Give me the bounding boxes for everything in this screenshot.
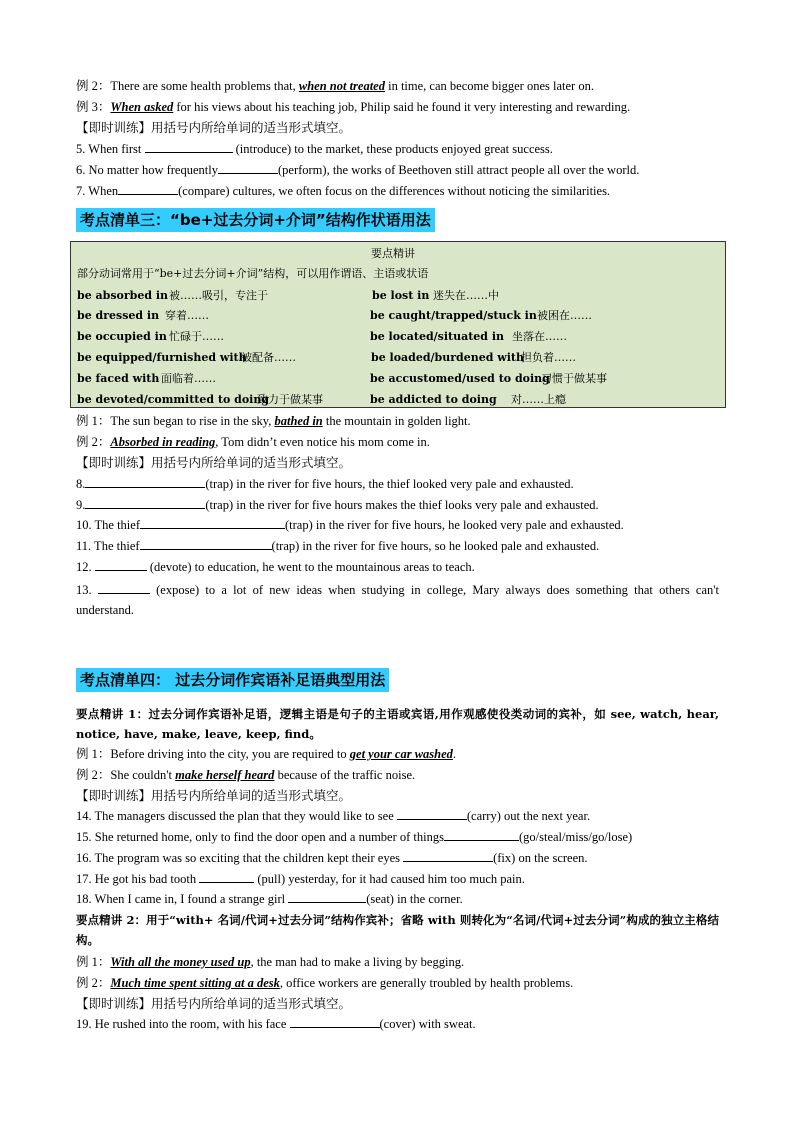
exercise-item: 5. When first (introduce) to the market, these products enjoyed great success. — [76, 142, 553, 156]
example-line: 例 2：Absorbed in reading, Tom didn’t even notice his mom come in. — [76, 435, 430, 449]
exercise-item: 7. When (compare) cultures, we often focus on the differences without noticing the similarities. — [76, 184, 611, 198]
example-line: 例 2：She couldn't make herself heard because of the traffic noise. — [76, 768, 416, 782]
answer-blank[interactable] — [118, 183, 178, 195]
exercise-item: 8. (trap) in the river for five hours, the thief looked very pale and exhausted. — [76, 477, 574, 491]
example-line: 例 2：There are some health problems that, when not treated in time, can become bigger ones later on. — [76, 79, 594, 93]
exercise-item: 17. He got his bad tooth (pull) yesterday, for it had caused him too much pain. — [76, 872, 525, 886]
phrase-zh: 被困在…… — [537, 309, 592, 322]
box-intro: 部分动词常用于“be+过去分词+介词”结构，可以用作谓语、主语或状语 — [77, 267, 429, 280]
phrase-zh: 迷失在……中 — [433, 289, 499, 302]
phrase-en: be accustomed/used to doing — [370, 372, 550, 385]
phrase-zh: 致力于做某事 — [257, 393, 323, 406]
phrase-zh: 被……吸引，专注于 — [169, 289, 268, 302]
example-line: 例 1：With all the money used up, the man had to make a living by begging. — [76, 955, 465, 969]
phrase-en: be occupied in — [77, 330, 167, 343]
answer-blank[interactable] — [288, 891, 366, 903]
phrase-en: be loaded/burdened with — [371, 351, 524, 364]
phrase-zh: 忙碌于…… — [169, 330, 224, 343]
phrase-zh: 担负着…… — [521, 351, 576, 364]
exercise-item: 19. He rushed into the room, with his face (cover) with sweat. — [76, 1017, 476, 1031]
phrase-zh: 穿着…… — [165, 309, 209, 322]
key-point-2: 要点精讲 2：用于“with+ 名词/代词+过去分词”结构作宾补；省略 with 则转化为“名词/代词+过去分词”构成的独立主格结构。 — [76, 913, 719, 947]
section-heading-3: 考点清单三：“be+过去分词+介词”结构作状语用法 — [76, 208, 435, 232]
phrase-en: be faced with — [77, 372, 160, 385]
phrase-en: be devoted/committed to doing — [77, 393, 270, 406]
key-points-box — [70, 241, 726, 408]
answer-blank[interactable] — [145, 141, 233, 153]
phrase-en: be addicted to doing — [370, 393, 497, 406]
phrase-zh: 面临着…… — [161, 372, 216, 385]
training-label: 【即时训练】用括号内所给单词的适当形式填空。 — [76, 789, 352, 803]
exercise-item: 15. She returned home, only to find the door open and a number of things (go/steal/miss/go/lose) — [76, 830, 633, 844]
phrase-zh: 被配备…… — [241, 351, 296, 364]
training-label: 【即时训练】用括号内所给单词的适当形式填空。 — [76, 456, 352, 470]
phrase-zh: 对……上瘾 — [511, 393, 566, 406]
answer-blank[interactable] — [140, 517, 285, 529]
phrase-zh: 坐落在…… — [512, 330, 567, 343]
exercise-item: 11. The thief (trap) in the river for five hours, so he looked pale and exhausted. — [76, 539, 600, 553]
phrase-en: be dressed in — [77, 309, 160, 322]
example-line: 例 1：Before driving into the city, you are required to get your car washed. — [76, 747, 457, 761]
phrase-en: be lost in — [372, 289, 430, 302]
training-label: 【即时训练】用括号内所给单词的适当形式填空。 — [76, 997, 352, 1011]
box-title: 要点精讲 — [371, 247, 415, 260]
exercise-item: 6. No matter how frequently (perform), the works of Beethoven still attract people all over the world. — [76, 163, 640, 177]
answer-blank[interactable] — [95, 559, 147, 571]
training-label: 【即时训练】用括号内所给单词的适当形式填空。 — [76, 121, 352, 135]
answer-blank[interactable] — [397, 808, 467, 820]
phrase-en: be absorbed in — [77, 289, 169, 302]
answer-blank[interactable] — [85, 476, 205, 488]
exercise-item: 12. (devote) to education, he went to the mountainous areas to teach. — [76, 560, 475, 574]
section-heading-4: 考点清单四： 过去分词作宾语补足语典型用法 — [76, 668, 389, 692]
exercise-item: 9. (trap) in the river for five hours makes the thief looks very pale and exhausted. — [76, 498, 599, 512]
answer-blank[interactable] — [199, 871, 254, 883]
answer-blank[interactable] — [290, 1016, 380, 1028]
exercise-item: 18. When I came in, I found a strange girl (seat) in the corner. — [76, 892, 463, 906]
example-line: 例 1：The sun began to rise in the sky, bathed in the mountain in golden light. — [76, 414, 471, 428]
example-line: 例 2：Much time spent sitting at a desk, office workers are generally troubled by health problems. — [76, 976, 574, 990]
key-point-1: 要点精讲 1：过去分词作宾语补足语，逻辑主语是句子的主语或宾语,用作观感使役类动词的宾补，如 see, watch, hear, notice, have, make, leave, keep, find。 — [76, 707, 719, 741]
phrase-zh: 习惯于做某事 — [541, 372, 607, 385]
answer-blank[interactable] — [98, 582, 150, 594]
phrase-en: be caught/trapped/stuck in — [370, 309, 537, 322]
exercise-item: 13. (expose) to a lot of new ideas when studying in college, Mary always does something that others can't understand. — [76, 583, 720, 617]
answer-blank[interactable] — [403, 850, 493, 862]
answer-blank[interactable] — [218, 162, 278, 174]
answer-blank[interactable] — [85, 497, 205, 509]
exercise-item: 10. The thief (trap) in the river for five hours, he looked very pale and exhausted. — [76, 518, 624, 532]
answer-blank[interactable] — [444, 829, 519, 841]
phrase-en: be equipped/furnished with — [77, 351, 247, 364]
answer-blank[interactable] — [140, 538, 272, 550]
exercise-item: 16. The program was so exciting that the children kept their eyes (fix) on the screen. — [76, 851, 588, 865]
exercise-item: 14. The managers discussed the plan that they would like to see (carry) out the next year. — [76, 809, 591, 823]
example-line: 例 3：When asked for his views about his teaching job, Philip said he found it very interesting and rewarding. — [76, 100, 631, 114]
phrase-en: be located/situated in — [370, 330, 505, 343]
